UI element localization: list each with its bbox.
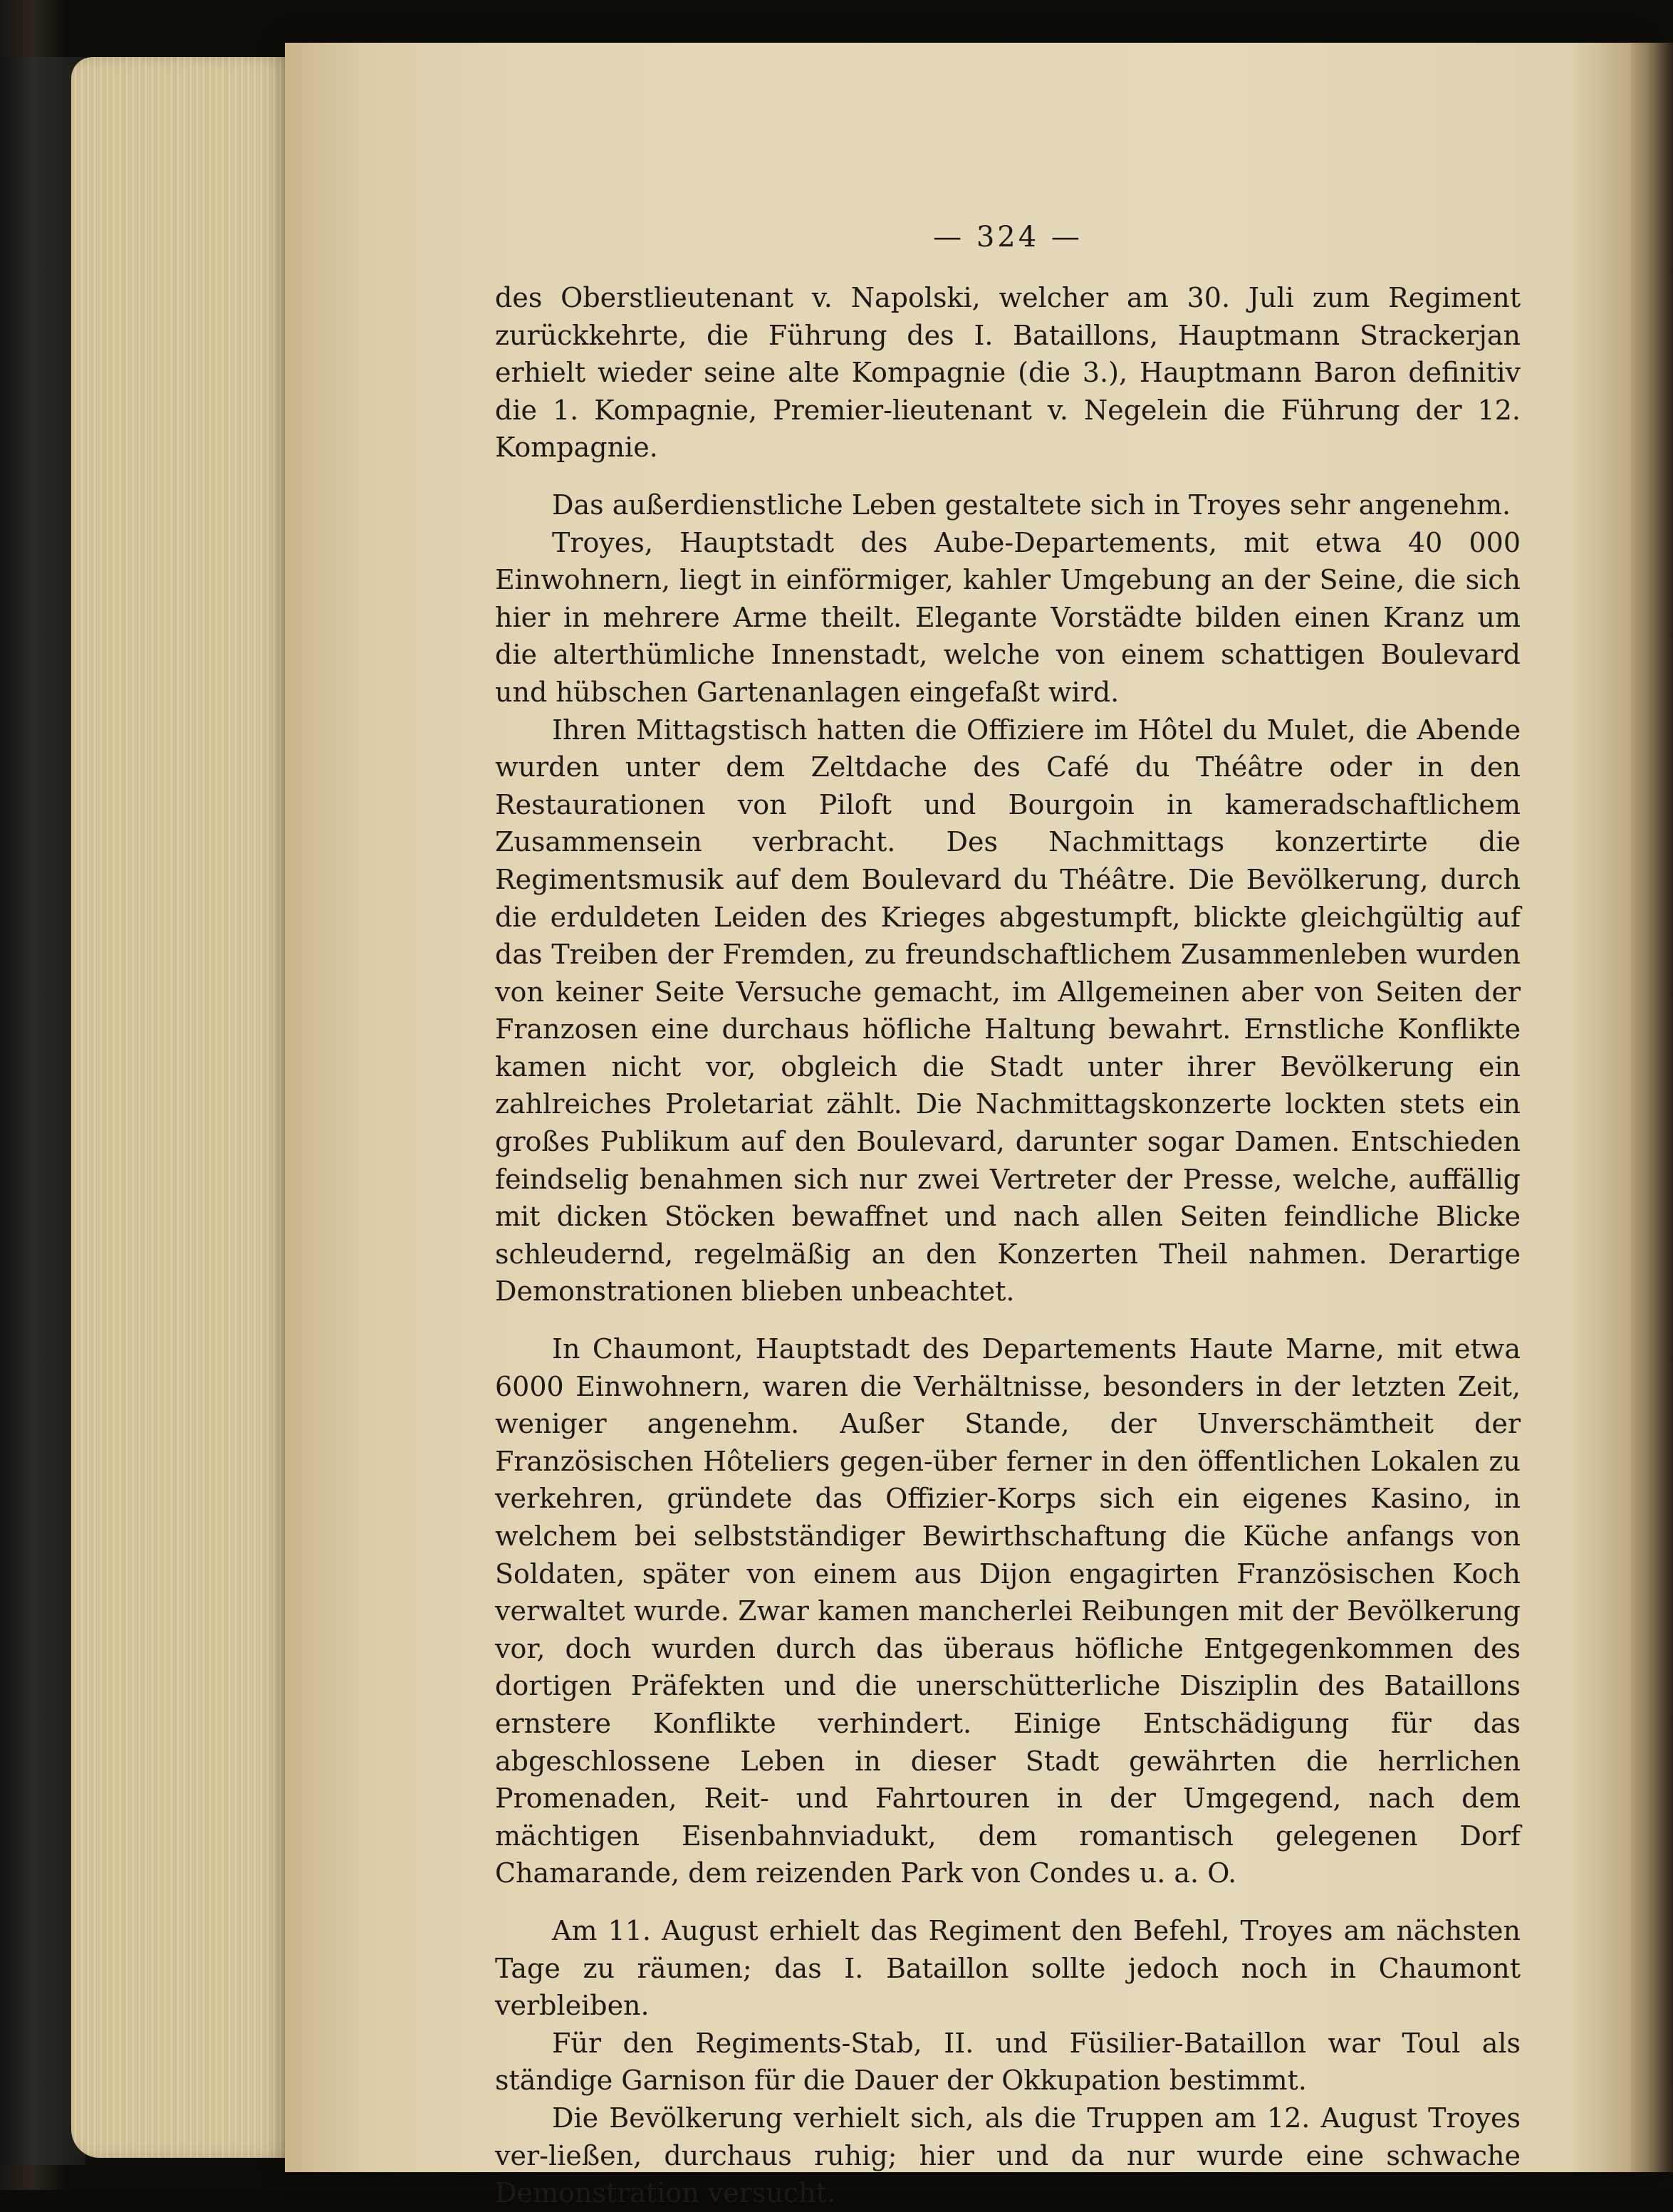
paragraph: Am 11. August erhielt das Regiment den Befehl, Troyes am nächsten Tage zu räumen; das I. Bataillon sollte jedoch noch in Chaumont verbleiben. bbox=[495, 1914, 1521, 2022]
paragraph: Für den Regiments-Stab, II. und Füsilier-Bataillon war Toul als ständige Garnison für die Dauer der Okkupation bestimmt. bbox=[495, 2027, 1521, 2097]
paragraph: Troyes, Hauptstadt des Aube-Departements, mit etwa 40 000 Einwohnern, liegt in einförmiger, kahler Umgebung an der Seine, die sich hier in mehrere Arme theilt. Elegante Vorstädte bilden einen Kranz um die alterthümliche Innenstadt, welche von einem schattigen Boulevard und hübschen Gartenanlagen eingefaßt wird. bbox=[495, 526, 1521, 708]
paragraph: Die Bevölkerung verhielt sich, als die Truppen am 12. August Troyes ver-ließen, durchaus ruhig; hier und da nur wurde eine schwache Demonstration versucht. bbox=[495, 2102, 1521, 2209]
page-number: — 324 — bbox=[933, 221, 1083, 254]
paragraph: Ihren Mittagstisch hatten die Offiziere im Hôtel du Mulet, die Abende wurden unter dem Zeltdache des Café du Théâtre oder in den Restaurationen von Piloft und Bourgoin in kameradschaftlichem Zusammensein verbracht. Des Nachmittags konzertirte die Regimentsmusik auf dem Boulevard du Théâtre. Die Bevölkerung, durch die erduldeten Leiden des Krieges abgestumpft, blickte gleichgültig auf das Treiben der Fremden, zu freundschaftlichem Zusammenleben wurden von keiner Seite Versuche gemacht, im Allgemeinen aber von Seiten der Franzosen eine durchaus höfliche Haltung bewahrt. Ernstliche Konflikte kamen nicht vor, obgleich die Stadt unter ihrer Bevölkerung ein zahlreiches Proletariat zählt. Die Nachmittagskonzerte lockten stets ein großes Publikum auf den Boulevard, darunter sogar Damen. Entschieden feindselig benahmen sich nur zwei Vertreter der Presse, welche, auffällig mit dicken Stöcken bewaffnet und nach allen Seiten feindliche Blicke schleudernd, regelmäßig an den Konzerten Theil nahmen. Derartige Demonstrationen blieben unbeachtet. bbox=[495, 714, 1521, 1308]
paragraph: Das außerdienstliche Leben gestaltete sich in Troyes sehr angenehm. bbox=[552, 489, 1511, 521]
paragraph: des Oberstlieutenant v. Napolski, welcher am 30. Juli zum Regiment zurückkehrte, die Führung des I. Bataillons, Hauptmann Strackerjan erhielt wieder seine alte Kompagnie (die 3.), Hauptmann Baron definitiv die 1. Kompagnie, Premier-lieutenant v. Negelein die Führung der 12. Kompagnie. bbox=[495, 282, 1521, 464]
page-gutter-edge bbox=[1631, 43, 1673, 2172]
paragraph: In Chaumont, Hauptstadt des Departements Haute Marne, mit etwa 6000 Einwohnern, waren die Verhältnisse, besonders in der letzten Zeit, weniger angenehm. Außer Stande, der Unverschämtheit der Französischen Hôteliers gegen-über ferner in den öffentlichen Lokalen zu verkehren, gründete das Offizier-Korps sich ein eigenes Kasino, in welchem bei selbstständiger Bewirthschaftung die Küche anfangs von Soldaten, später von einem aus Dijon engagirten Französischen Koch verwaltet wurde. Zwar kamen mancherlei Reibungen mit der Bevölkerung vor, doch wurden durch das überaus höfliche Entgegenkommen des dortigen Präfekten und die unerschütterliche Disziplin des Bataillons ernstere Konflikte verhindert. Einige Entschädigung für das abgeschlossene Leben in dieser Stadt gewährten die herrlichen Promenaden, Reit- und Fahrtouren in der Umgegend, nach dem mächtigen Eisenbahnviadukt, dem romantisch gelegenen Dorf Chamarande, dem reizenden Park von Condes u. a. O. bbox=[495, 1333, 1521, 1889]
page-stack-edge bbox=[71, 57, 306, 2158]
text-block bbox=[495, 207, 1521, 2212]
